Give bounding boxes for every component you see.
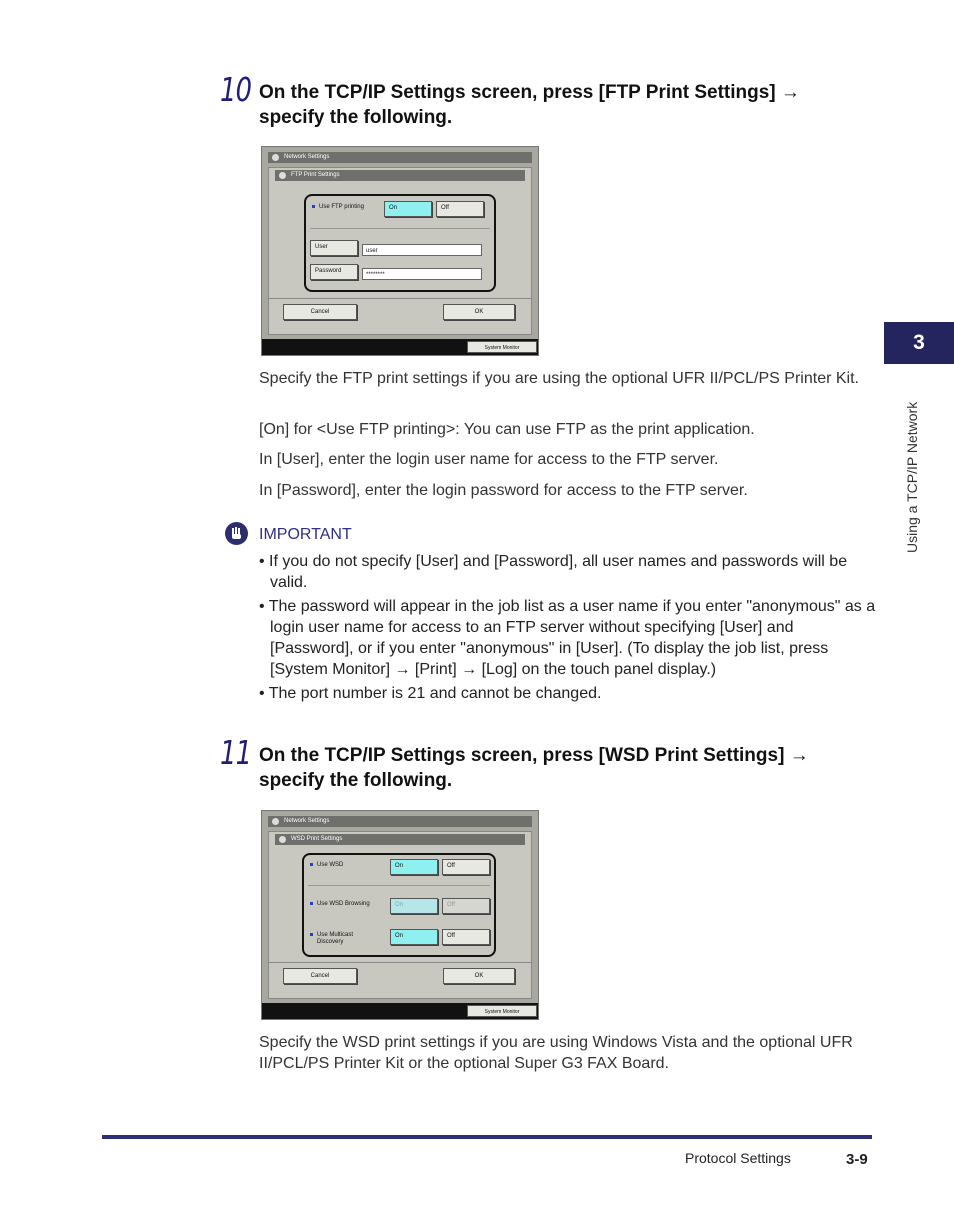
user-field[interactable]: user — [362, 244, 482, 256]
use-wsd-on-button[interactable]: On — [390, 859, 438, 875]
step-11-title-line2: specify the following. — [259, 770, 453, 791]
use-wsd-browsing-label: Use WSD Browsing — [310, 901, 370, 907]
wsd-print-settings-bar: WSD Print Settings — [275, 834, 525, 845]
use-ftp-off-button[interactable]: Off — [436, 201, 484, 217]
wsd-browsing-off-button[interactable]: Off — [442, 898, 490, 914]
multicast-on-button[interactable]: On — [390, 929, 438, 945]
dialog-panel — [268, 167, 532, 335]
divider — [269, 962, 531, 963]
step-11-title-line1: On the TCP/IP Settings screen, press [WSD Print Settings] → — [259, 745, 809, 766]
settings-icon — [279, 836, 286, 843]
side-chapter-title: Using a TCP/IP Network — [904, 401, 920, 553]
wsd-settings-group — [302, 853, 496, 957]
wsd-paragraph: Specify the WSD print settings if you are using Windows Vista and the optional UFR II/PCL/PS Printer Kit or the optional Super G3 FAX Board. — [259, 1034, 853, 1072]
important-bullet-3: • The port number is 21 and cannot be changed. — [259, 685, 602, 702]
divider — [308, 885, 490, 886]
cancel-button[interactable]: Cancel — [283, 968, 357, 984]
ftp-paragraph-1: Specify the FTP print settings if you are using the optional UFR II/PCL/PS Printer Kit. — [259, 370, 859, 387]
step-10-title-line1: On the TCP/IP Settings screen, press [FTP Print Settings] → — [259, 82, 800, 103]
ftp-settings-group — [304, 194, 496, 292]
divider — [310, 228, 490, 229]
password-field[interactable]: ******** — [362, 268, 482, 280]
password-button[interactable]: Password — [310, 264, 358, 280]
step-10-title-line2: specify the following. — [259, 107, 453, 128]
settings-icon — [279, 172, 286, 179]
use-multicast-discovery-label: Use Multicast Discovery — [310, 932, 353, 946]
chapter-tab: 3 — [884, 322, 954, 364]
ftp-paragraph-2: [On] for <Use FTP printing>: You can use FTP as the print application. — [259, 421, 755, 438]
page-number: 3-9 — [846, 1151, 868, 1168]
system-monitor-button[interactable]: System Monitor — [467, 341, 537, 353]
multicast-off-button[interactable]: Off — [442, 929, 490, 945]
step-10-title — [259, 80, 869, 130]
footer-rule — [102, 1135, 872, 1139]
ok-button[interactable]: OK — [443, 304, 515, 320]
ok-button[interactable]: OK — [443, 968, 515, 984]
ftp-paragraph-4: In [Password], enter the login password for access to the FTP server. — [259, 482, 748, 499]
dialog-panel — [268, 831, 532, 999]
system-monitor-button[interactable]: System Monitor — [467, 1005, 537, 1017]
use-wsd-off-button[interactable]: Off — [442, 859, 490, 875]
use-ftp-on-button[interactable]: On — [384, 201, 432, 217]
use-wsd-label: Use WSD — [310, 862, 343, 868]
step-11-title — [259, 743, 869, 793]
important-bullet-2: • The password will appear in the job list as a user name if you enter "anonymous" as a login user name for access to an FTP server without specifying [User] and [Password], or if you enter "anonymous" in [User]. (To display the job list, press [System Monitor] → [Print] → [Log] on the touch panel display.) — [259, 598, 876, 678]
network-icon — [272, 154, 279, 161]
important-bullet-1: • If you do not specify [User] and [Password], all user names and passwords will be valid. — [259, 553, 848, 591]
wsd-print-settings-screenshot — [261, 810, 539, 1020]
ftp-print-settings-screenshot — [261, 146, 539, 356]
user-button[interactable]: User — [310, 240, 358, 256]
ftp-paragraph-3: In [User], enter the login user name for access to the FTP server. — [259, 451, 719, 468]
network-icon — [272, 818, 279, 825]
ftp-print-settings-bar: FTP Print Settings — [275, 170, 525, 181]
step-number-11: 11 — [220, 733, 252, 772]
network-settings-bar: Network Settings — [268, 152, 532, 163]
status-bar — [262, 339, 538, 355]
footer-section-title: Protocol Settings — [685, 1150, 791, 1166]
use-ftp-printing-label: Use FTP printing — [312, 204, 364, 210]
step-number-10: 10 — [220, 70, 252, 109]
status-bar — [262, 1003, 538, 1019]
important-label: IMPORTANT — [259, 526, 352, 543]
wsd-browsing-on-button[interactable]: On — [390, 898, 438, 914]
cancel-button[interactable]: Cancel — [283, 304, 357, 320]
important-hand-icon — [225, 522, 248, 545]
divider — [269, 298, 531, 299]
network-settings-bar: Network Settings — [268, 816, 532, 827]
